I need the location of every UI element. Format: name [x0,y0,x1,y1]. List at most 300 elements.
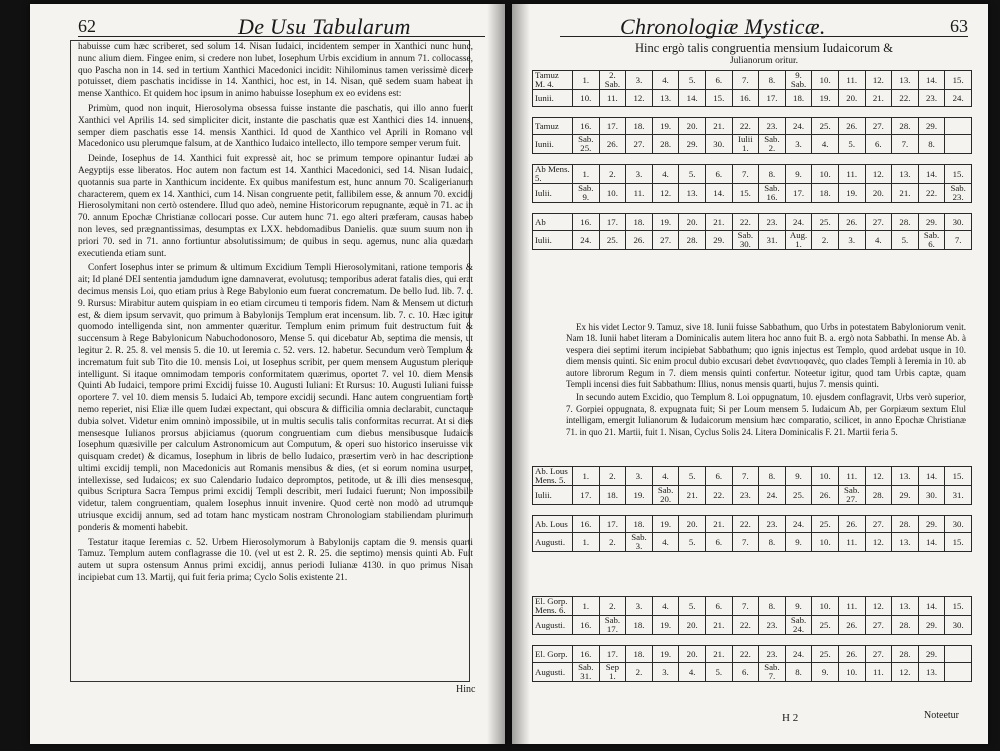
row-label: Augusti. [533,616,573,635]
day-cell: 19. [652,118,679,135]
table-gap [533,203,972,214]
day-cell: 2. [626,663,653,682]
day-cell: 5. [679,533,706,552]
day-cell: 30. [945,214,972,231]
gutter-shadow [487,4,505,744]
day-cell: 12. [865,467,892,486]
day-cell: Sab. 16. [759,184,786,203]
day-cell: 28. [652,135,679,154]
day-cell: 4. [652,533,679,552]
day-cell: 14. [918,165,945,184]
row-label: El. Gorp. [533,646,573,663]
day-cell: Sab. 23. [945,184,972,203]
day-cell: 28. [892,616,919,635]
day-cell: 2. [599,597,626,616]
day-cell: 1. [573,71,600,90]
day-cell: 6. [705,71,732,90]
row-label: Iulii. [533,231,573,250]
row-label: El. Gorp. Mens. 6. [533,597,573,616]
day-cell: 15. [945,597,972,616]
day-cell [945,118,972,135]
day-cell: 26. [838,646,865,663]
day-cell: 17. [759,90,786,107]
day-cell: 8. [759,71,786,90]
paragraph: Primùm, quod non inquit, Hierosolyma obsessa fuisse instante die paschatis, qui illo anno fuerit Xanthici vel Aprilis 14. sed simpliciter dicit, instante die paschatis quæ est Xanthici dies 14. innuens, semper diem paschatis esse 14. mensis Xanthici. Id quod de Xanthico vel Aprili in Romano vel Macedonico usu plerumque falsum, at de Xanthico Iudaico intellecto, illo tempore semper verum fuit. [78,103,473,150]
day-cell: Sab. 9. [573,184,600,203]
table-row [533,135,972,154]
day-cell: 5. [892,231,919,250]
day-cell: 14. [918,533,945,552]
day-cell: 14. [679,90,706,107]
table-row [533,231,972,250]
day-cell: Sep 1. [599,663,626,682]
day-cell: 6. [732,663,759,682]
day-cell: 23. [759,516,786,533]
day-cell: 20. [865,184,892,203]
day-cell: 20. [838,90,865,107]
day-cell: 18. [626,516,653,533]
day-cell: 14. [918,597,945,616]
day-cell: 25. [599,231,626,250]
day-cell: 28. [892,646,919,663]
day-cell: 29. [918,646,945,663]
day-cell: 22. [732,214,759,231]
day-cell: 21. [705,516,732,533]
day-cell: 2. [599,533,626,552]
signature-mark: H 2 [782,712,799,724]
day-cell: 7. [732,467,759,486]
day-cell: Sab. 31. [573,663,600,682]
day-cell: 20. [679,214,706,231]
day-cell: 5. [679,467,706,486]
day-cell: 17. [599,646,626,663]
day-cell: 28. [679,231,706,250]
day-cell: 6. [705,467,732,486]
day-cell: 22. [918,184,945,203]
day-cell: 1. [573,597,600,616]
day-cell: Sab. 17. [599,616,626,635]
day-cell: 2. [812,231,839,250]
row-label: Iunii. [533,135,573,154]
day-cell: 3. [652,663,679,682]
day-cell: 10. [812,165,839,184]
day-cell: 9. [785,165,812,184]
day-cell: 29. [892,486,919,505]
day-cell: 21. [705,214,732,231]
day-cell: 11. [838,597,865,616]
head-rule [78,36,485,37]
day-cell: 27. [626,135,653,154]
day-cell: 6. [865,135,892,154]
day-cell: 26. [838,516,865,533]
table-row [533,467,972,486]
day-cell: 29. [918,214,945,231]
day-cell: 19. [652,646,679,663]
paragraph: Testatur itaque Ieremias c. 52. Urbem Hierosolymorum à Babylonijs captam die 9. mensis quarti Tamuz. Templum autem conflagrasse die 10. (vel ut est 2. R. 25. die septimo) mensis quinti Ab. Fuit autem ut supra ostensum Annus primi excidij, annus periodi Iulianæ 4130. in quo primus Nisan incipiebat cum 13. Martij, qui fuit feria prima; Cyclo Solis existente 21. [78,537,473,584]
day-cell: 9. Sab. [785,71,812,90]
day-cell: 16. [573,118,600,135]
day-cell: 24. [945,90,972,107]
day-cell: 15. [705,90,732,107]
day-cell: 8. [759,533,786,552]
day-cell: 30. [945,616,972,635]
table-row [533,214,972,231]
day-cell: 12. [652,184,679,203]
table-row [533,90,972,107]
day-cell: 25. [812,214,839,231]
table-row [533,184,972,203]
day-cell: 12. [865,533,892,552]
day-cell: 4. [652,71,679,90]
table-row [533,165,972,184]
day-cell: Aug. 1. [785,231,812,250]
row-label: Ab [533,214,573,231]
table-row [533,597,972,616]
day-cell: 18. [626,214,653,231]
day-cell: 24. [785,646,812,663]
table-row [533,533,972,552]
day-cell: 11. [838,467,865,486]
day-cell: 25. [812,646,839,663]
day-cell: 15. [945,71,972,90]
day-cell: 16. [573,616,600,635]
day-cell: 14. [705,184,732,203]
day-cell: 19. [838,184,865,203]
day-cell: 10. [812,467,839,486]
day-cell: 10. [812,597,839,616]
day-cell: 2. [599,165,626,184]
day-cell: 27. [652,231,679,250]
running-title: Chronologiæ Mysticæ. [620,14,826,39]
page-number: 62 [78,16,96,36]
table-gap [533,505,972,516]
day-cell: 16. [573,646,600,663]
day-cell: 14. [918,71,945,90]
day-cell: 12. [865,71,892,90]
day-cell: 5. [679,165,706,184]
day-cell: 3. [838,231,865,250]
day-cell: 10. [812,533,839,552]
day-cell: 24. [573,231,600,250]
day-cell: 27. [865,646,892,663]
day-cell: 29. [679,135,706,154]
calendar-table-ab-lous [532,466,972,552]
day-cell: 13. [892,597,919,616]
paragraph: In secundo autem Excidio, quo Templum 8. Loi oppugnatum, 10. ejusdem conflagravit, Urbs verò superior, 7. Gorpiei oppugnata, 8. expugnata fuit; Si per Loum mensem 5. Iudaicum Ab, per Gorpiæum sextum Elul intelligam, emergit Iulianorum & Iudaicorum mensium hæc comparatio, scilicet, in anno Epochæ Christianæ 71. in quo 21. Martii, fuit 1. Nisan, Cyclus Solis 24. Litera Dominicalis F. 21. Martii feria 5. [566,392,966,437]
day-cell: 28. [865,486,892,505]
calendar-table-first-excidium [532,70,972,250]
day-cell: 27. [865,214,892,231]
day-cell: 28. [892,118,919,135]
gap-cell [533,635,972,646]
day-cell: 6. [705,533,732,552]
day-cell: 11. [838,533,865,552]
day-cell: 18. [812,184,839,203]
day-cell: 10. [573,90,600,107]
page-number: 63 [950,16,968,36]
table-gap [533,635,972,646]
day-cell: 13. [918,663,945,682]
day-cell: 2. Sab. [599,71,626,90]
day-cell: 23. [918,90,945,107]
day-cell: 18. [599,486,626,505]
day-cell: 27. [865,616,892,635]
day-cell: 20. [679,516,706,533]
day-cell: 9. [785,533,812,552]
day-cell: 13. [892,467,919,486]
day-cell: 11. [838,165,865,184]
day-cell: 10. [812,71,839,90]
day-cell: 31. [945,486,972,505]
day-cell: 15. [945,533,972,552]
day-cell: 17. [599,516,626,533]
day-cell: 12. [892,663,919,682]
day-cell: Iulii 1. [732,135,759,154]
day-cell: 5. [679,71,706,90]
day-cell: 24. [785,214,812,231]
day-cell: 26. [626,231,653,250]
day-cell: 25. [812,516,839,533]
day-cell: 15. [732,184,759,203]
catchword: Hinc [456,684,476,695]
table-row [533,616,972,635]
day-cell: 8. [785,663,812,682]
body-text [78,42,473,672]
day-cell: 1. [573,467,600,486]
row-label: Augusti. [533,663,573,682]
day-cell: 7. [732,71,759,90]
day-cell: 19. [652,616,679,635]
day-cell: 19. [652,214,679,231]
day-cell: 17. [599,214,626,231]
day-cell: 7. [892,135,919,154]
day-cell: 18. [626,646,653,663]
day-cell: 12. [865,165,892,184]
day-cell: 24. [785,118,812,135]
row-label: Tamuz M. 4. [533,71,573,90]
day-cell: 4. [865,231,892,250]
day-cell: 7. [732,165,759,184]
row-label: Ab Mens. 5. [533,165,573,184]
day-cell: 8. [759,467,786,486]
day-cell: 7. [945,231,972,250]
day-cell: 9. [785,597,812,616]
day-cell: 29. [918,118,945,135]
day-cell: 22. [892,90,919,107]
gap-cell [533,107,972,118]
day-cell: Sab. 30. [732,231,759,250]
day-cell: 11. [626,184,653,203]
day-cell: 31. [759,231,786,250]
day-cell: 10. [838,663,865,682]
right-page [512,4,988,744]
day-cell: 15. [945,467,972,486]
head-rule [560,36,968,37]
day-cell: 29. [705,231,732,250]
day-cell: 23. [732,486,759,505]
day-cell: 21. [679,486,706,505]
catchword: Noteetur [924,710,959,721]
day-cell: 5. [679,597,706,616]
day-cell: Sab. 27. [838,486,865,505]
day-cell: 21. [705,616,732,635]
table-row [533,118,972,135]
day-cell: 30. [705,135,732,154]
day-cell: Sab. 3. [626,533,653,552]
day-cell: 13. [892,165,919,184]
day-cell: 26. [599,135,626,154]
day-cell: 14. [918,467,945,486]
row-label: Augusti. [533,533,573,552]
row-label: Ab. Lous [533,516,573,533]
caption-subline: Julianorum oritur. [729,56,799,66]
table-caption [560,42,968,68]
day-cell: Sab. 20. [652,486,679,505]
day-cell: 5. [838,135,865,154]
day-cell: 27. [865,118,892,135]
day-cell: 11. [865,663,892,682]
day-cell: 21. [892,184,919,203]
day-cell: 21. [705,118,732,135]
day-cell: 25. [812,616,839,635]
day-cell: 9. [812,663,839,682]
day-cell: 4. [652,467,679,486]
day-cell: Sab. 7. [759,663,786,682]
day-cell: 3. [626,467,653,486]
left-page [30,4,505,744]
day-cell: 22. [732,616,759,635]
day-cell: 24. [759,486,786,505]
paragraph: Ex his videt Lector 9. Tamuz, sive 18. Iunii fuisse Sabbathum, quo Urbs in potestatem Babyloniorum venit. Nam 18. Iunii habet literam a Dominicalis autem litera hoc anno fuit B. a. ergò nota Sabbathi. In mense Ab. à vespera diei septimi iterum incipiebat Sabbathum; quo ignis injectus est Templo, quod ardebat usque in 10. diem mensis quinti. Sic enim procul dubio excusari debet ἐναντιοφανὲς, quo clades Templi à Ieremia in 10. ab autore librorum Regum in 7. diem mensis quinti confertur. Noteetur igitur, quod tam Urbis captæ, quam Templi incensi dies fuit Sabbathum: Illius, nonus mensis quarti, hujus 7. mensis quinti. [566,322,966,390]
day-cell: 21. [865,90,892,107]
table-row [533,516,972,533]
day-cell: 20. [679,646,706,663]
gutter-shadow [512,4,530,744]
day-cell: 4. [652,165,679,184]
day-cell: 8. [759,165,786,184]
day-cell: 22. [732,646,759,663]
day-cell: 16. [573,516,600,533]
day-cell: 26. [838,616,865,635]
table-row [533,71,972,90]
day-cell: 13. [679,184,706,203]
body-text [566,322,966,464]
day-cell: 24. [785,516,812,533]
running-head [560,14,968,44]
day-cell: 23. [759,646,786,663]
row-label: Iulii. [533,486,573,505]
table-row [533,646,972,663]
day-cell: 4. [652,597,679,616]
day-cell: 9. [785,467,812,486]
day-cell: 13. [892,533,919,552]
day-cell: 13. [892,71,919,90]
day-cell: 23. [759,214,786,231]
day-cell: 25. [812,118,839,135]
day-cell: 15. [945,165,972,184]
day-cell: 26. [812,486,839,505]
day-cell: 16. [573,214,600,231]
gap-cell [533,203,972,214]
row-label: Iulii. [533,184,573,203]
gap-cell [533,154,972,165]
day-cell: Sab. 2. [759,135,786,154]
day-cell: 16. [732,90,759,107]
day-cell: 3. [626,597,653,616]
day-cell [945,663,972,682]
day-cell: 7. [732,533,759,552]
day-cell: 30. [918,486,945,505]
day-cell: 21. [705,646,732,663]
day-cell: 26. [838,118,865,135]
day-cell: 11. [838,71,865,90]
day-cell: 28. [892,214,919,231]
day-cell: 26. [838,214,865,231]
table-row [533,663,972,682]
day-cell: 2. [599,467,626,486]
day-cell: Sab. 6. [918,231,945,250]
day-cell: 10. [599,184,626,203]
day-cell: 4. [812,135,839,154]
day-cell: 17. [573,486,600,505]
day-cell: 11. [599,90,626,107]
day-cell: 20. [679,616,706,635]
day-cell: 19. [626,486,653,505]
calendar-table-elul-gorpiaeus [532,596,972,682]
day-cell: 19. [652,516,679,533]
day-cell: 12. [626,90,653,107]
day-cell: 6. [705,597,732,616]
day-cell: Sab. 25. [573,135,600,154]
table-gap [533,154,972,165]
day-cell: 20. [679,118,706,135]
day-cell: 3. [626,71,653,90]
table-row [533,486,972,505]
day-cell: 23. [759,616,786,635]
day-cell: 18. [626,616,653,635]
day-cell: 1. [573,533,600,552]
caption-line: Hinc ergò talis congruentia mensium Iudaicorum & [634,41,894,55]
day-cell: 18. [785,90,812,107]
day-cell: 28. [892,516,919,533]
day-cell: 6. [705,165,732,184]
day-cell: 18. [626,118,653,135]
day-cell: 27. [865,516,892,533]
table-gap [533,107,972,118]
day-cell: 4. [679,663,706,682]
day-cell: 22. [732,118,759,135]
day-cell: 19. [812,90,839,107]
row-label: Iunii. [533,90,573,107]
day-cell [945,135,972,154]
day-cell: 29. [918,516,945,533]
day-cell: 3. [626,165,653,184]
running-title: De Usu Tabularum [238,14,411,39]
day-cell: 17. [785,184,812,203]
day-cell: 30. [945,516,972,533]
day-cell [945,646,972,663]
day-cell: 8. [759,597,786,616]
day-cell: 5. [705,663,732,682]
day-cell: 25. [785,486,812,505]
day-cell: 3. [785,135,812,154]
paragraph: habuisse cum hæc scriberet, sed solum 14. Nisan Iudaici, incidentem semper in Xanthici nunc hunc, nunc alium diem. Fingee enim, si credere non lubet, Iosephum Urbis excidium in annum 71. collocasse, quo Pascha non in 14. sed in tertium Xanthici Macedonici incidit: Nihilominus tamen verissimè dicere potuisset, diem paschatis incidisse in 14. Xanthici, hoc est, in 14. Nisan, quē sedem suam habeat in mense Xanthico. Et quidem hoc ipsum in animo habuisse Iosephum ex eo evidens est: [78,42,473,100]
day-cell: 7. [732,597,759,616]
day-cell: 13. [652,90,679,107]
day-cell: Sab. 24. [785,616,812,635]
day-cell: 8. [918,135,945,154]
day-cell: 1. [573,165,600,184]
